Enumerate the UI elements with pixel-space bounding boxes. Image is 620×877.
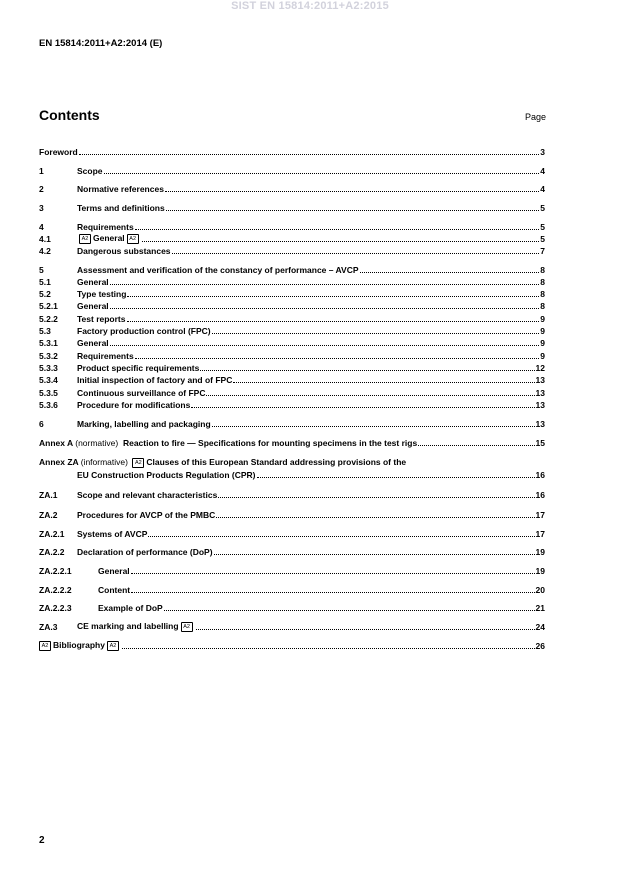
toc-page: 3: [540, 147, 545, 157]
leader-dots: [110, 308, 540, 309]
toc-page: 5: [540, 222, 545, 232]
toc-page: 26: [535, 641, 545, 651]
amendment-end-icon: A2: [181, 622, 193, 632]
leader-dots: [196, 629, 535, 630]
toc-page: 16: [535, 490, 545, 500]
toc-page: 9: [540, 338, 545, 348]
toc-page: 8: [540, 301, 545, 311]
page-column-label: Page: [524, 112, 546, 122]
toc-title-text: Reaction to fire — Specifications for mounting specimens in the test rigs: [122, 438, 418, 448]
toc-number: 4: [39, 222, 44, 232]
toc-title-text: CE marking and labelling: [77, 621, 179, 632]
toc-entry-bibliography[interactable]: [39, 640, 545, 651]
toc-entry-4[interactable]: [39, 221, 545, 232]
toc-title: [39, 438, 417, 448]
document-id: EN 15814:2011+A2:2014 (E): [39, 38, 163, 49]
leader-dots: [135, 358, 540, 359]
toc-page: 21: [535, 603, 545, 613]
amendment-end-icon: A2: [107, 641, 119, 651]
toc-number: 5.2: [39, 289, 51, 299]
leader-dots: [131, 573, 535, 574]
toc-page: 13: [535, 400, 545, 410]
toc-title: Requirements: [77, 351, 134, 361]
toc-entry-annex-za[interactable]: [39, 457, 545, 468]
annex-label: Annex ZA: [39, 457, 79, 468]
toc-number: 6: [39, 419, 44, 429]
leader-dots: [104, 173, 540, 174]
toc-title: Scope: [77, 166, 103, 176]
toc-entry-5-3-2[interactable]: [39, 350, 545, 361]
toc-number: 5.1: [39, 277, 51, 287]
toc-entry-2[interactable]: [39, 183, 545, 194]
toc-entry-za-2-2-1[interactable]: [39, 565, 545, 576]
toc-page: 15: [535, 438, 545, 448]
toc-number: 5: [39, 265, 44, 275]
leader-dots: [360, 272, 540, 273]
toc-entry-5-1[interactable]: [39, 276, 545, 287]
toc-title: General: [77, 301, 109, 311]
toc-number: ZA.2.2: [39, 547, 65, 557]
leader-dots: [214, 554, 535, 555]
toc-title: Type testing: [77, 289, 127, 299]
amendment-start-icon: A2: [132, 458, 144, 468]
toc-entry-za-2-2-2[interactable]: [39, 584, 545, 595]
toc-number: 2: [39, 184, 44, 194]
leader-dots: [148, 536, 534, 537]
toc-title: Procedures for AVCP of the PMBC: [77, 510, 216, 520]
toc-entry-6[interactable]: [39, 418, 545, 429]
toc-page: 4: [540, 184, 545, 194]
toc-entry-annex-za-continued[interactable]: [39, 469, 545, 480]
toc-title: Procedure for modifications: [77, 400, 191, 410]
toc-title: General: [98, 566, 130, 576]
amendment-start-icon: A2: [39, 641, 51, 651]
toc-title: [39, 457, 406, 468]
toc-number: ZA.2.1: [39, 529, 65, 539]
toc-number: 4.1: [39, 234, 51, 244]
toc-entry-za-2-2-3[interactable]: [39, 602, 545, 613]
toc-page: 20: [535, 585, 545, 595]
leader-dots: [127, 321, 540, 322]
leader-dots: [110, 284, 540, 285]
toc-page: 4: [540, 166, 545, 176]
leader-dots: [200, 370, 534, 371]
contents-title: Contents: [39, 107, 100, 123]
toc-title: [39, 640, 121, 651]
toc-entry-5-3-6[interactable]: [39, 399, 545, 410]
leader-dots: [212, 333, 540, 334]
toc-title-text: EU Construction Products Regulation (CPR): [77, 470, 256, 480]
leader-dots: [191, 407, 534, 408]
leader-dots: [165, 191, 539, 192]
leader-dots: [418, 445, 534, 446]
toc-entry-5-2-1[interactable]: [39, 300, 545, 311]
toc-page: 9: [540, 326, 545, 336]
amendment-end-icon: A2: [127, 234, 139, 244]
toc-title: Foreword: [39, 147, 78, 157]
toc-title: General: [77, 277, 109, 287]
leader-dots: [142, 241, 540, 242]
toc-page: 7: [540, 246, 545, 256]
toc-entry-1[interactable]: [39, 165, 545, 176]
toc-entry-5-3-4[interactable]: [39, 374, 545, 385]
toc-title: Factory production control (FPC): [77, 326, 211, 336]
annex-qualifier: (normative): [75, 438, 119, 448]
toc-number: ZA.2: [39, 510, 58, 520]
toc-page: 9: [540, 351, 545, 361]
toc-entry-za-1[interactable]: [39, 489, 545, 500]
toc-title: Dangerous substances: [77, 246, 171, 256]
annex-label: Annex A: [39, 438, 73, 448]
toc-title: Content: [98, 585, 131, 595]
toc-title: Systems of AVCP: [77, 529, 148, 539]
toc-title-text: General: [93, 233, 125, 244]
watermark: SIST EN 15814:2011+A2:2015: [231, 0, 389, 12]
toc-title: Scope and relevant characteristics: [77, 490, 218, 500]
toc-entry-za-2-2[interactable]: [39, 546, 545, 557]
toc-entry-foreword[interactable]: [39, 146, 545, 157]
toc-title: Continuous surveillance of FPC: [77, 388, 206, 398]
toc-number: 5.3: [39, 326, 51, 336]
toc-title: Declaration of performance (DoP): [77, 547, 213, 557]
annex-qualifier: (informative): [80, 457, 128, 468]
toc-entry-za-3[interactable]: [39, 621, 545, 632]
toc-title: Normative references: [77, 184, 164, 194]
toc-entry-5[interactable]: [39, 264, 545, 275]
toc-number: ZA.2.2.1: [39, 566, 72, 576]
toc-title: General: [77, 338, 109, 348]
toc-page: 19: [535, 566, 545, 576]
amendment-start-icon: A2: [79, 234, 91, 244]
leader-dots: [164, 610, 535, 611]
toc-number: ZA.2.2.2: [39, 585, 72, 595]
toc-title: Initial inspection of factory and of FPC: [77, 375, 233, 385]
leader-dots: [257, 477, 535, 478]
toc-page: 8: [540, 289, 545, 299]
leader-dots: [131, 592, 534, 593]
leader-dots: [216, 517, 534, 518]
toc-title: Assessment and verification of the constancy of performance – AVCP: [77, 265, 359, 275]
toc-page: 17: [535, 529, 545, 539]
toc-number: 5.3.4: [39, 375, 58, 385]
toc-page: 17: [535, 510, 545, 520]
toc-title: Marking, labelling and packaging: [77, 419, 211, 429]
toc-number: 5.2.1: [39, 301, 58, 311]
leader-dots: [79, 154, 540, 155]
toc-page: 12: [535, 363, 545, 373]
toc-entry-5-3[interactable]: [39, 325, 545, 336]
leader-dots: [135, 229, 540, 230]
toc-entry-5-3-3[interactable]: [39, 362, 545, 373]
toc-number: 5.2.2: [39, 314, 58, 324]
toc-number: ZA.2.2.3: [39, 603, 72, 613]
toc-title-text: Bibliography: [53, 640, 105, 651]
toc-title: Test reports: [77, 314, 126, 324]
leader-dots: [110, 345, 540, 346]
toc-number: ZA.1: [39, 490, 58, 500]
toc-title: Requirements: [77, 222, 134, 232]
toc-page: 13: [535, 375, 545, 385]
toc-entry-annex-a[interactable]: [39, 437, 545, 448]
toc-title: [77, 621, 195, 632]
toc-number: 3: [39, 203, 44, 213]
toc-page: 5: [540, 234, 545, 244]
toc-page: 9: [540, 314, 545, 324]
leader-dots: [122, 648, 535, 649]
toc-entry-4-1[interactable]: [39, 233, 545, 244]
toc-entry-5-3-1[interactable]: [39, 337, 545, 348]
toc-title: Product specific requirements: [77, 363, 200, 373]
toc-number: ZA.3: [39, 622, 58, 632]
toc-number: 5.3.5: [39, 388, 58, 398]
leader-dots: [172, 253, 540, 254]
toc-page: 8: [540, 265, 545, 275]
leader-dots: [212, 426, 535, 427]
toc-title: [77, 233, 141, 244]
toc-page: 13: [535, 388, 545, 398]
toc-title: Terms and definitions: [77, 203, 165, 213]
leader-dots: [206, 395, 534, 396]
leader-dots: [166, 210, 540, 211]
toc-number: 4.2: [39, 246, 51, 256]
toc-page: 16: [535, 470, 545, 480]
toc-entry-4-2[interactable]: [39, 245, 545, 256]
table-of-contents: [39, 0, 545, 877]
toc-page: 13: [535, 419, 545, 429]
toc-number: 5.3.2: [39, 351, 58, 361]
toc-entry-3[interactable]: [39, 202, 545, 213]
toc-page: 8: [540, 277, 545, 287]
toc-entry-za-2-1[interactable]: [39, 528, 545, 539]
page-number: 2: [39, 835, 45, 846]
toc-title: Example of DoP: [98, 603, 163, 613]
toc-page: 5: [540, 203, 545, 213]
toc-number: 5.3.3: [39, 363, 58, 373]
toc-title-text: Clauses of this European Standard addressing provisions of the: [146, 457, 407, 468]
leader-dots: [218, 497, 534, 498]
leader-dots: [127, 296, 539, 297]
leader-dots: [233, 382, 534, 383]
toc-number: 5.3.6: [39, 400, 58, 410]
toc-page: 19: [535, 547, 545, 557]
toc-page: 24: [535, 622, 545, 632]
toc-entry-za-2[interactable]: [39, 509, 545, 520]
toc-entry-5-2-2[interactable]: [39, 313, 545, 324]
toc-entry-5-3-5[interactable]: [39, 387, 545, 398]
toc-number: 5.3.1: [39, 338, 58, 348]
toc-entry-5-2[interactable]: [39, 288, 545, 299]
toc-number: 1: [39, 166, 44, 176]
